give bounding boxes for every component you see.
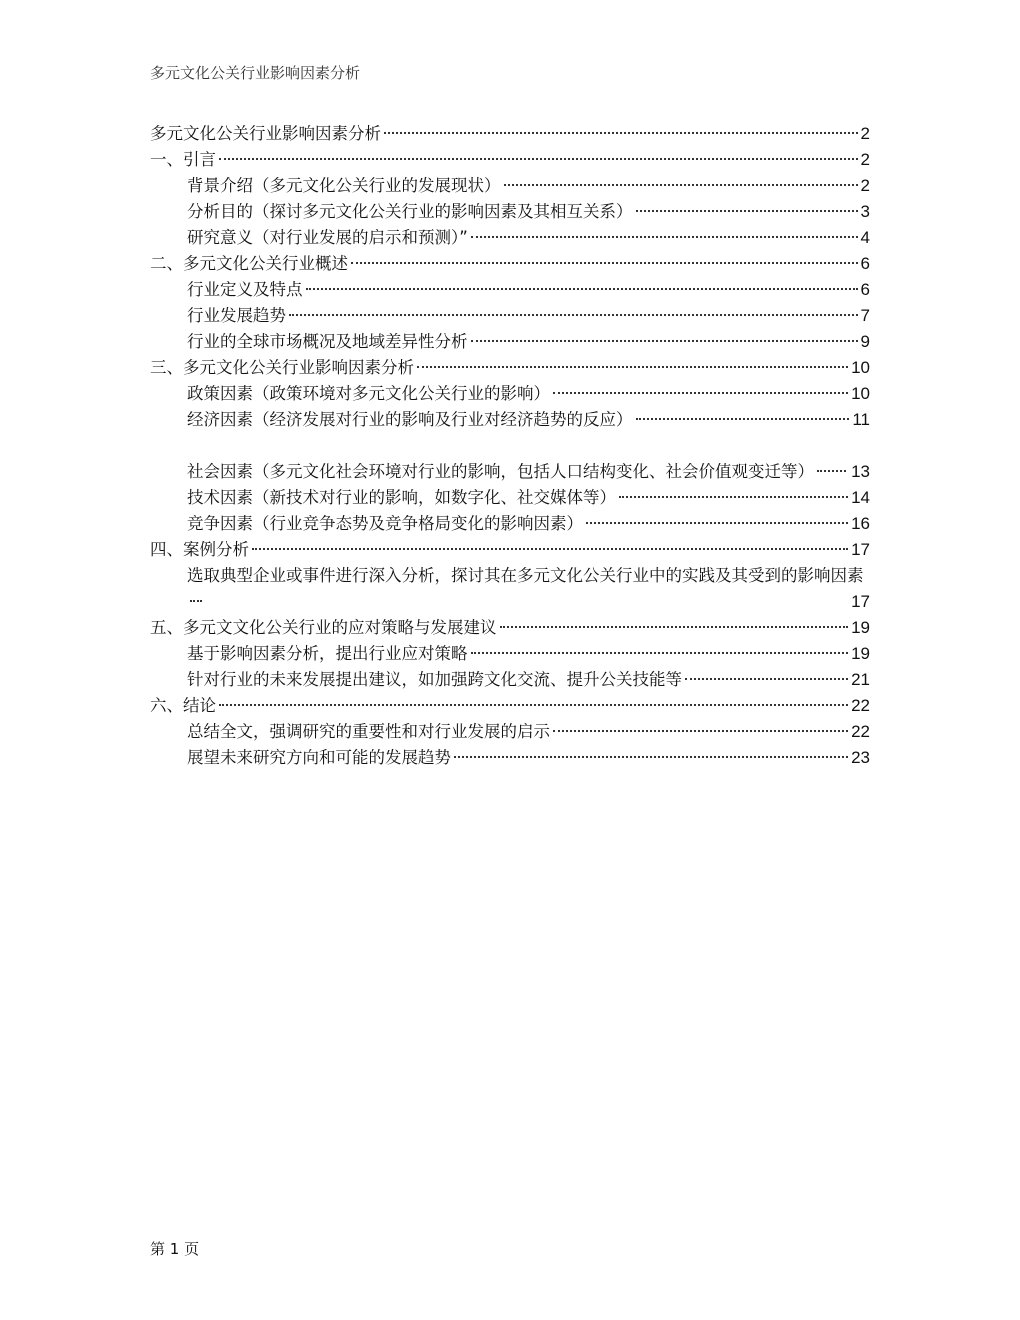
- toc-entry-page: 10: [851, 384, 870, 403]
- toc-entry[interactable]: [150, 641, 870, 667]
- toc-entry[interactable]: [150, 381, 870, 407]
- toc-dot-leader: [454, 756, 848, 758]
- toc-entry-page: 19: [851, 644, 870, 663]
- toc-entry-title: 社会因素（多元文化社会环境对行业的影响，包括人口结构变化、社会价值观变迁等）: [187, 462, 814, 481]
- toc-entry[interactable]: [150, 329, 870, 355]
- toc-entry-page: 9: [860, 332, 870, 351]
- toc-entry[interactable]: [150, 355, 870, 381]
- toc-entry-title: 二、多元文化公关行业概述: [150, 254, 348, 273]
- toc-entry-page: 21: [851, 670, 870, 689]
- toc-entry-title: 选取典型企业或事件进行深入分析，探讨其在多元文化公关行业中的实践及其受到的影响因素: [187, 566, 864, 585]
- toc-dot-leader: [219, 158, 858, 160]
- toc-entry-page: 6: [860, 254, 870, 273]
- running-header: 多元文化公关行业影响因素分析: [150, 64, 361, 82]
- toc-entry-title: 背景介绍（多元文化公关行业的发展现状）: [187, 176, 501, 195]
- toc-entry-page: 7: [860, 306, 870, 325]
- toc-entry[interactable]: [150, 511, 870, 537]
- toc-entry-page: 17: [851, 592, 870, 611]
- toc-entry-page: 19: [851, 618, 870, 637]
- toc-dot-leader: [351, 262, 858, 264]
- toc-dot-leader: [685, 678, 848, 680]
- toc-entry[interactable]: [150, 303, 870, 329]
- toc-dot-leader: [817, 470, 846, 472]
- toc-entry-page: 14: [851, 488, 870, 507]
- toc-entry-page: 2: [860, 176, 870, 195]
- toc-entry-page: 17: [851, 540, 870, 559]
- toc-entry-page: 3: [860, 202, 870, 221]
- toc-entry-title: 研究意义（对行业发展的启示和预测）”: [187, 228, 468, 247]
- toc-dot-leader: [636, 210, 858, 212]
- toc-dot-leader: [619, 496, 848, 498]
- toc-entry-title: 基于影响因素分析，提出行业应对策略: [187, 644, 468, 663]
- toc-entry[interactable]: [150, 147, 870, 173]
- toc-entry-title: 五、多元文文化公关行业的应对策略与发展建议: [150, 618, 497, 637]
- toc-entry-title: 行业定义及特点: [187, 280, 303, 299]
- toc-dot-leader: [252, 548, 848, 550]
- toc-entry[interactable]: [150, 121, 870, 147]
- toc-entry[interactable]: [150, 251, 870, 277]
- toc-entry[interactable]: [150, 719, 870, 745]
- toc-entry-title: 行业发展趋势: [187, 306, 286, 325]
- toc-dot-leader: [471, 236, 858, 238]
- toc-entry-title: 技术因素（新技术对行业的影响，如数字化、社交媒体等）: [187, 488, 616, 507]
- toc-dot-leader: [306, 288, 858, 290]
- toc-entry-page: 10: [851, 358, 870, 377]
- toc-entry[interactable]: [150, 667, 870, 693]
- toc-entry-page: 6: [860, 280, 870, 299]
- toc-entry[interactable]: [150, 537, 870, 563]
- toc-entry[interactable]: [150, 277, 870, 303]
- toc-dot-leader: [553, 392, 848, 394]
- toc-entry-title: 一、引言: [150, 150, 216, 169]
- toc-entry-page: 2: [860, 124, 870, 143]
- toc-entry-title: 三、多元文化公关行业影响因素分析: [150, 358, 414, 377]
- toc-dot-leader: [586, 522, 848, 524]
- toc-entry[interactable]: [150, 485, 870, 511]
- toc-entry-page: 2: [860, 150, 870, 169]
- toc-entry-title: 四、案例分析: [150, 540, 249, 559]
- toc-entry-page: 11: [852, 410, 870, 429]
- toc-entry-title: 经济因素（经济发展对行业的影响及行业对经济趋势的反应）: [187, 410, 633, 429]
- toc-entry[interactable]: [150, 225, 870, 251]
- page-number-footer: 第 1 页: [150, 1240, 200, 1258]
- toc-dot-leader: [471, 340, 858, 342]
- toc-dot-leader: [289, 314, 858, 316]
- toc-entry-title: 竞争因素（行业竞争态势及竞争格局变化的影响因素）: [187, 514, 583, 533]
- toc-entry-title: 分析目的（探讨多元文化公关行业的影响因素及其相互关系）: [187, 202, 633, 221]
- toc-entry-title: 六、结论: [150, 696, 216, 715]
- toc-entry-title: 针对行业的未来发展提出建议，如加强跨文化交流、提升公关技能等: [187, 670, 682, 689]
- toc-entry[interactable]: [150, 615, 870, 641]
- toc-entry[interactable]: [150, 693, 870, 719]
- toc-dot-leader: [471, 652, 849, 654]
- toc-entry[interactable]: [150, 745, 870, 771]
- toc-dot-leader: [219, 704, 848, 706]
- toc-entry[interactable]: [150, 199, 870, 225]
- toc-entry-page: 22: [851, 696, 870, 715]
- toc-entry[interactable]: [150, 173, 870, 199]
- table-of-contents: [150, 121, 870, 771]
- toc-entry-title: 总结全文，强调研究的重要性和对行业发展的启示: [187, 722, 550, 741]
- toc-entry-page: 23: [851, 748, 870, 767]
- toc-dot-leader: [417, 366, 848, 368]
- toc-dot-leader: [636, 418, 850, 420]
- toc-entry-title: 行业的全球市场概况及地域差异性分析: [187, 332, 468, 351]
- toc-entry-page: 16: [851, 514, 870, 533]
- toc-dot-leader: [553, 730, 848, 732]
- toc-dot-leader: [384, 132, 858, 134]
- toc-dot-leader: [500, 626, 849, 628]
- toc-entry[interactable]: [150, 407, 870, 433]
- toc-entry-page: 22: [851, 722, 870, 741]
- toc-entry-title: 政策因素（政策环境对多元文化公关行业的影响）: [187, 384, 550, 403]
- toc-entry-page: 13: [851, 462, 870, 481]
- toc-dot-leader: [504, 184, 858, 186]
- toc-entry[interactable]: [150, 433, 870, 485]
- toc-dot-leader: [190, 600, 202, 602]
- toc-entry-page: 4: [860, 228, 870, 247]
- toc-entry-title: 展望未来研究方向和可能的发展趋势: [187, 748, 451, 767]
- toc-entry[interactable]: [150, 563, 870, 615]
- toc-entry-title: 多元文化公关行业影响因素分析: [150, 124, 381, 143]
